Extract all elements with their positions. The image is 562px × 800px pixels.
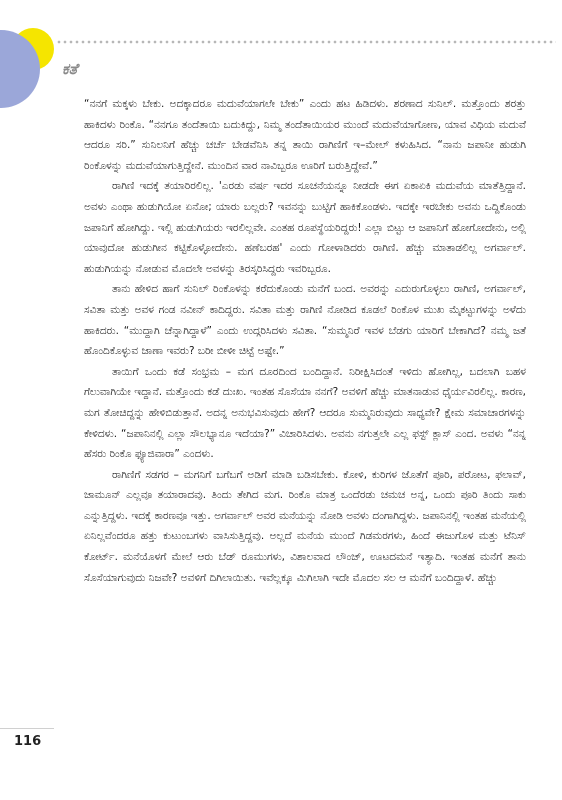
paragraph-4: ತಾಯಿಗೆ ಒಂದು ಕಡೆ ಸಂಭ್ರಮ – ಮಗ ದೂರದಿಂದ ಬಂದಿದ್ದಾನೆ. ನಿರೀಕ್ಷಿಸಿದಂತೆ ಇಳಿದು ಹೋಗಿಲ್ಲ, ಬದಲಾಗಿ ಬಹಳ ಗೆಲುವಾಗಿಯೇ ಇದ್ದಾನೆ. ಮತ್ತೊಂದು ಕಡೆ ದುಃಖ. ಇಂತಹ ಸೊಸೆಯಾ ನನಗೆ? ಅವಳಿಗೆ ಹೆಚ್ಚು ಮಾತನಾಡುವ ಧೈರ್ಯವಿರಲಿಲ್ಲ. ಕಾರಣ, ಮಗ ತೋಚಿದ್ದನ್ನು ಹೇಳಿಬಿಡುತ್ತಾನೆ. ಅದನ್ನ ಅನುಭವಿಸುವುದು ಹೇಗೆ? ಆದರೂ ಸುಮ್ಮನಿರುವುದು ಸಾಧ್ಯವೇ? ಕ್ಷೇಮ ಸಮಾಚಾರಗಳನ್ನು ಕೇಳಿದಳು. “ಜಪಾನಿನಲ್ಲಿ ಎಲ್ಲಾ ಸೌಲಭ್ಯಾನೂ ಇದೆಯಾ?” ವಿಚಾರಿಸಿದಳು. ಅವನು ನಗುತ್ತಲೇ ಎಲ್ಲ ಫಸ್ಟ್ ಕ್ಲಾಸ್ ಎಂದ. ಅವಳು “ನನ್ನ ಹೆಸರು ರಿಂಕೊ ಫ್ಯೂಜಿವಾರಾ” ಎಂದಳು.: [84, 365, 526, 461]
page-number: 116: [14, 734, 42, 749]
section-label: ಕತೆ: [62, 60, 78, 78]
paragraph-3: ತಾನು ಹೇಳಿದ ಹಾಗೆ ಸುನಿಲ್ ರಿಂಕೊಳನ್ನು ಕರೆದುಕೊಂಡು ಮನೆಗೆ ಬಂದ. ಅವರನ್ನು ಎದುರುಗೊಳ್ಳಲು ರಾಗಿಣಿ, ಅಗರ್ವಾಲ್, ಸವಿತಾ ಮತ್ತು ಅವಳ ಗಂಡ ನವೀನ್ ಕಾದಿದ್ದರು. ಸವಿತಾ ಮತ್ತು ರಾಗಿಣಿ ನೋಡಿದ ಕೂಡಲೆ ರಿಂಕೊಳ ಮುಖ ಮೈಕಟ್ಟುಗಳನ್ನು ಅಳೆದು ಹಾಕಿದರು. “ಮುದ್ದಾಗಿ ಚೆನ್ನಾಗಿದ್ದಾಳೆ” ಎಂದು ಉದ್ಗರಿಸಿದಳು ಸವಿತಾ. “ಸುಮ್ಮನಿರೆ ಇವಳ ಬೆಡಗು ಯಾರಿಗೆ ಬೇಕಾಗಿದೆ? ನಮ್ಮ ಜತೆ ಹೊಂದಿಕೊಳ್ಳುವ ಜಾಣಾ ಇವರು? ಬರೀ ಬೀಳೀ ಚಿಟ್ಟೆ ಅಷ್ಟೇ.”: [84, 283, 526, 358]
dotted-header-rule: [56, 40, 556, 44]
paragraph-5: ರಾಗಿಣಿಗೆ ಸಡಗರ – ಮಗನಿಗೆ ಬಗೆಬಗೆ ಅಡಿಗೆ ಮಾಡಿ ಬಡಿಸಬೇಕು. ಕೋಳಿ, ಕುರಿಗಳ ಜೊತೆಗೆ ಪೂರಿ, ಪರೋಟ, ಫಲಾವ್, ಜಾಮೂನ್ ಎಲ್ಲವೂ ತಯಾರಾದವು. ತಿಂದು ತೇಗಿದ ಮಗ. ರಿಂಕೊ ಮಾತ್ರ ಒಂದೆರಡು ಚಮಚ ಅನ್ನ, ಒಂದು ಪೂರಿ ತಿಂದು ಸಾಕು ಎನ್ನುತ್ತಿದ್ದಳು. ಇದಕ್ಕೆ ಕಾರಣವೂ ಇತ್ತು. ಅಗರ್ವಾಲ್ ಅವರ ಮನೆಯನ್ನು ನೋಡಿ ಅವಳು ದಂಗಾಗಿದ್ದಳು. ಜಪಾನಿನಲ್ಲಿ ಇಂತಹ ಮನೆಯಲ್ಲಿ ಏನಿಲ್ಲವೆಂದರೂ ಹತ್ತು ಕುಟುಂಬಗಳು ವಾಸಿಸುತ್ತಿದ್ದವು. ಅಲ್ಲದೆ ಮನೆಯ ಮುಂದೆ ಗಿಡಮರಗಳು, ಹಿಂದೆ ಈಜುಗೊಳ ಮತ್ತು ಟೆನಿಸ್ ಕೋರ್ಟ್. ಮನೆಯೊಳಗೆ ಮೇಲೆ ಆರು ಬೆಡ್ ರೂಮುಗಳು, ವಿಶಾಲವಾದ ಲೌಂಜ್, ಊಟದಮನೆ ಇತ್ಯಾದಿ. ಇಂತಹ ಮನೆಗೆ ತಾನು ಸೊಸೆಯಾಗುವುದು ನಿಜವೇ? ಅವಳಿಗೆ ದಿಗಿಲಾಯಿತು. ಇವೆಲ್ಲಕ್ಕೂ ಮಿಗಿಲಾಗಿ ಇದೇ ಮೊದಲ ಸಲ ಆ ಮನೆಗೆ ಬಂದಿದ್ದಾಳೆ. ಹೆಚ್ಚು: [84, 468, 526, 584]
paragraph-2: ರಾಗಿಣಿ ಇದಕ್ಕೆ ತಯಾರಿರಲಿಲ್ಲ. 'ಎರಡು ವರ್ಷ ಇದರ ಸೂಚನೆಯನ್ನೂ ನೀಡದೇ ಈಗ ಏಕಾಏಕಿ ಮದುವೆಯ ಮಾತೆತ್ತಿದ್ದಾನೆ. ಅವಳು ಎಂಥಾ ಹುಡುಗಿಯೋ ಏನೋ; ಯಾರು ಬಲ್ಲರು? ಇವನನ್ನು ಬುಟ್ಟಿಗೆ ಹಾಕಿಕೊಂಡಳು. ಇದಕ್ಕೇ ಇರಬೇಕು ಅವನು ಒದ್ದಿಕೊಂಡು ಜಪಾನಿಗೆ ಹೋಗಿದ್ದು. ಇಲ್ಲಿ ಹುಡುಗಿಯರು ಇರಲಿಲ್ಲವೇ. ಎಂತಹ ರೂಪಸ್ಥೆಯರಿದ್ದರು! ಎಲ್ಲಾ ಬಿಟ್ಟು ಆ ಜಪಾನಿಗೆ ಹೋಗೋದೇನು, ಅಲ್ಲಿ ಯಾವುದೋ ಹುಡುಗೀನ ಕಟ್ಟಿಕೊಳ್ಳೋದೇನು. ಹಣೆಬರಹ' ಎಂದು ಗೋಳಾಡಿದರು ರಾಗಿಣಿ. ಹೆಚ್ಚು ಮಾತಾಡಲಿಲ್ಲ ಅಗರ್ವಾಲ್. ಹುಡುಗಿಯನ್ನು ನೋಡುವ ಮೊದಲೇ ಅವಳನ್ನು ತಿರಸ್ಕರಿಸಿದ್ದರು ಇವರಿಬ್ಬರೂ.: [84, 180, 526, 275]
footer-rule: [0, 728, 54, 729]
story-body: [84, 94, 526, 588]
paragraph-1: “ನನಗೆ ಮಕ್ಕಳು ಬೇಕು. ಅದಕ್ಕಾದರೂ ಮದುವೆಯಾಗಲೇ ಬೇಕು” ಎಂದು ಹಟ ಹಿಡಿದಳು. ಶರಣಾದ ಸುನಿಲ್. ಮತ್ತೊಂದು ಶರತ್ತು ಹಾಕಿದಳು ರಿಂಕೊ. “ನನಗೂ ತಂದೆತಾಯಿ ಬದುಕಿದ್ದು, ನಿಮ್ಮ ತಂದೆತಾಯಿಯರ ಮುಂದೆ ಮದುವೆಯಾಗೋಣ, ಯಾವ ವಿಧಿಯ ಮದುವೆ ಆದರೂ ಸರಿ.” ಸುನಿಲನಿಗೆ ಹೆಚ್ಚು ಚರ್ಚೆ ಬೇಡವೆನಿಸಿ ತನ್ನ ತಾಯಿ ರಾಗಿಣಿಗೆ ಇ–ಮೇಲ್ ಕಳುಹಿಸಿದ. “ನಾನು ಜಪಾನೀ ಹುಡುಗಿ ರಿಂಕೊಳನ್ನು ಮದುವೆಯಾಗುತ್ತಿದ್ದೇನೆ. ಮುಂದಿನ ವಾರ ನಾವಿಬ್ಬರೂ ಊರಿಗೆ ಬರುತ್ತಿದ್ದೇವೆ.”: [84, 98, 526, 172]
